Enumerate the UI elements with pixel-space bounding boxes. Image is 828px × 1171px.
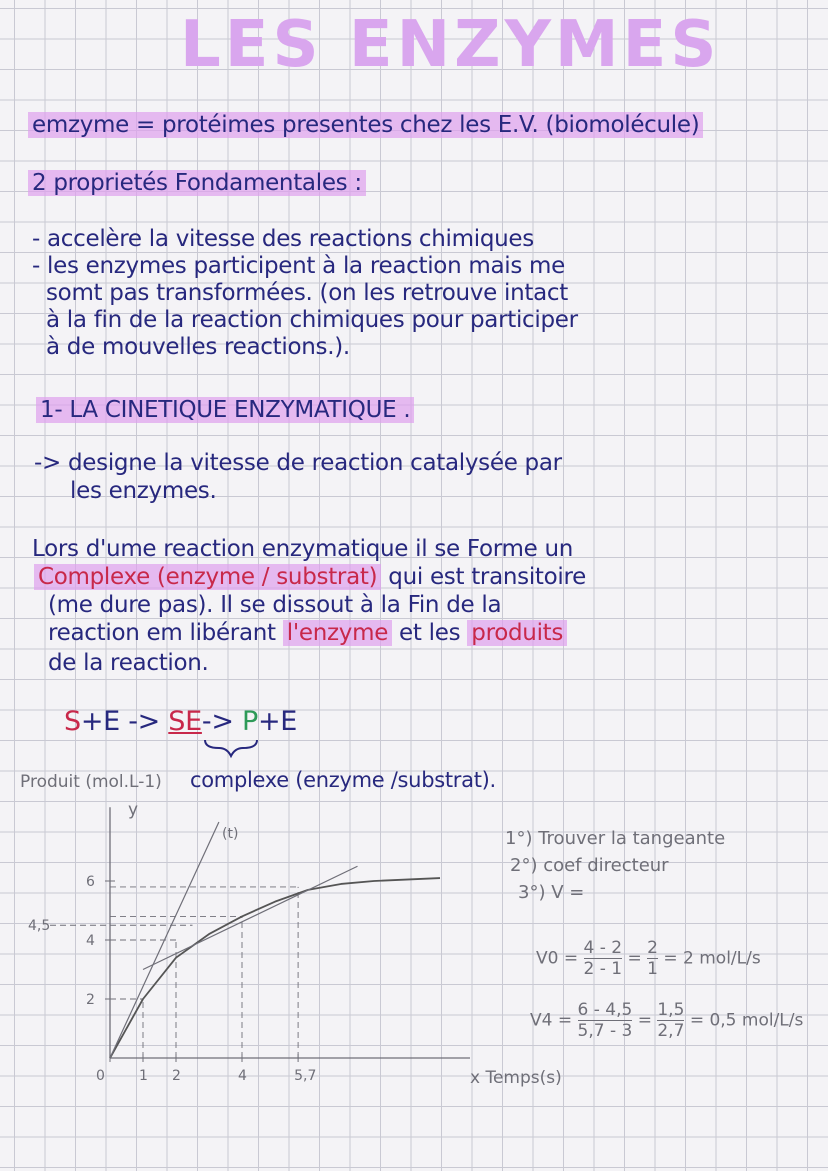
v0-calc: V0 = $\frac{4 - 2}{2 - 1}$ = $\frac{2}{1} = 2$ mol/L/s <box>536 938 761 979</box>
equation: S+E -> SE-> P+E <box>64 706 298 737</box>
step: 1°) Trouver la tangeante <box>505 828 726 849</box>
paragraph-line: (me dure pas). Il se dissout à la Fin de la <box>48 592 502 618</box>
product-curve <box>110 878 440 1058</box>
paragraph-line: de la reaction. <box>48 650 209 676</box>
x-tick-label: 5,7 <box>294 1068 317 1084</box>
y-tick-label: 6 <box>86 874 95 890</box>
properties-heading: 2 proprietés Fondamentales : <box>28 170 366 196</box>
x-axis-label: x Temps(s) <box>470 1068 562 1088</box>
y-tick-label: 2 <box>86 992 95 1008</box>
paragraph-line: Lors d'ume reaction enzymatique il se Forme un <box>32 536 574 562</box>
section-definition: les enzymes. <box>70 478 217 504</box>
y-tick-label: 4 <box>86 933 95 949</box>
property-line: - les enzymes participent à la reaction mais me <box>32 253 566 279</box>
step: 2°) coef directeur <box>510 855 669 876</box>
tangent-origin <box>110 822 219 1058</box>
x-tick-label: 1 <box>139 1068 148 1084</box>
section-heading: 1- LA CINETIQUE ENZYMATIQUE . <box>36 397 414 423</box>
v4-calc: V4 = $\frac{6 - 4,5}{5,7 - 3}$ = $\frac{1,5}{2,7} = 0,5$ mol/L/s <box>530 1000 804 1041</box>
complex-label: complexe (enzyme /substrat). <box>190 768 496 792</box>
property-line: - accelère la vitesse des reactions chimiques <box>32 226 534 252</box>
brace <box>205 740 257 756</box>
property-line: somt pas transformées. (on les retrouve intact <box>46 280 568 306</box>
page-title: LES ENZYMES <box>180 8 721 82</box>
tangent-label: (t) <box>222 826 239 842</box>
paragraph-line: Complexe (enzyme / substrat) qui est transitoire <box>34 564 586 590</box>
property-line: à la fin de la reaction chimiques pour participer <box>46 307 578 333</box>
y-extra-label: 4,5 <box>28 918 51 934</box>
x-tick-label: 4 <box>238 1068 247 1084</box>
section-definition: -> designe la vitesse de reaction catalysée par <box>34 450 562 476</box>
step: 3°) V = <box>518 882 585 903</box>
y-axis-label: Produit (mol.L-1) <box>20 772 162 792</box>
property-line: à de mouvelles reactions.). <box>46 334 350 360</box>
x-tick-label: 2 <box>172 1068 181 1084</box>
definition: emzyme = protéimes presentes chez les E.V. (biomolécule) <box>28 112 703 138</box>
paragraph-line: reaction em libérant l'enzyme et les produits <box>48 620 567 646</box>
x-tick-label: 0 <box>96 1068 105 1084</box>
y-axis-name: y <box>128 800 139 820</box>
